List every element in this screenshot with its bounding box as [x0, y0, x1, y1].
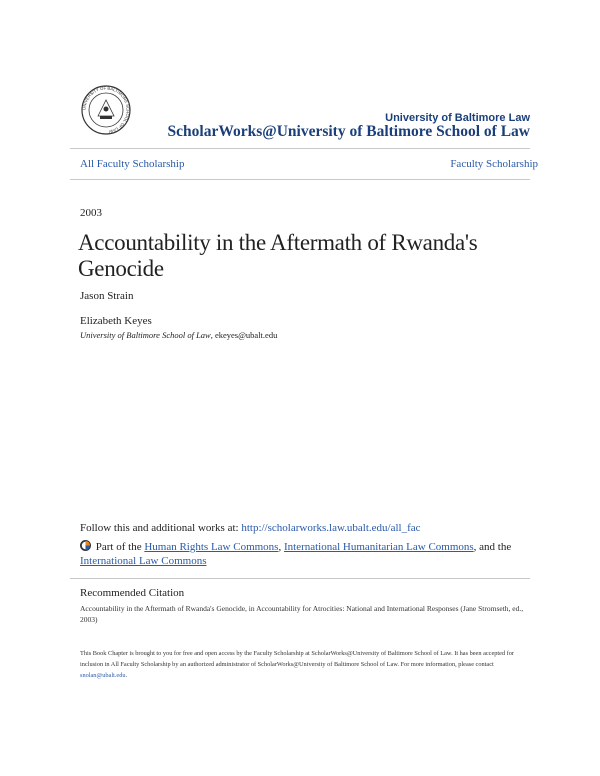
notice-text: This Book Chapter is brought to you for free and open access by the Faculty Scholarship at ScholarWorks@University of Baltimore School of Law. It has been accepted for inclusion in All Faculty Scholarship by an authorized administrator of ScholarWorks@University of Baltimore School of Law. For more information, please contact: [80, 650, 515, 668]
part-of-commons: [80, 540, 530, 568]
contact-email-link[interactable]: snolan@ubalt.edu: [80, 672, 126, 679]
follow-prefix: Follow this and additional works at:: [80, 522, 242, 534]
nav-divider: [70, 179, 530, 180]
partof-prefix: Part of the: [93, 541, 145, 553]
nav-faculty-scholarship[interactable]: Faculty Scholarship: [450, 158, 538, 170]
citation-heading: Recommended Citation: [80, 587, 185, 599]
commons-link-international-law[interactable]: International Law Commons: [80, 555, 207, 567]
top-divider: [70, 148, 530, 149]
follow-url-link[interactable]: http://scholarworks.law.ubalt.edu/all_fac: [241, 522, 421, 534]
commons-link-international-humanitarian[interactable]: International Humanitarian Law Commons: [283, 541, 474, 553]
notice-end: .: [125, 672, 128, 679]
author-2: Elizabeth Keyes: [80, 315, 152, 327]
access-notice: [80, 648, 530, 681]
commons-link-human-rights[interactable]: Human Rights Law Commons: [144, 541, 279, 553]
publication-year: 2003: [80, 207, 102, 219]
header-site-title[interactable]: ScholarWorks@University of Baltimore School of Law: [167, 123, 530, 140]
citation-divider: [70, 578, 530, 579]
commons-network-icon: [80, 540, 91, 551]
affiliation-email: , ekeyes@ubalt.edu: [210, 330, 278, 340]
university-seal: [80, 84, 132, 136]
citation-text: Accountability in the Aftermath of Rwanda's Genocide, in Accountability for Atrocities: National and International Responses (Jane Stromseth, ed., 2003): [80, 604, 524, 624]
author-1: Jason Strain: [80, 290, 134, 302]
nav-all-faculty-scholarship[interactable]: All Faculty Scholarship: [80, 158, 185, 170]
document-title: Accountability in the Aftermath of Rwanda's Genocide: [78, 230, 478, 281]
partof-sep-2: , and the: [473, 541, 512, 553]
affiliation-name: University of Baltimore School of Law: [80, 330, 211, 340]
seal-text: UNIVERSITY OF BALTIMORE SCHOOL OF LAW: [81, 85, 131, 135]
follow-line: [80, 522, 421, 534]
author-2-affiliation: [80, 330, 277, 340]
partof-sep-1: ,: [278, 541, 284, 553]
header-university[interactable]: University of Baltimore Law: [385, 112, 530, 124]
